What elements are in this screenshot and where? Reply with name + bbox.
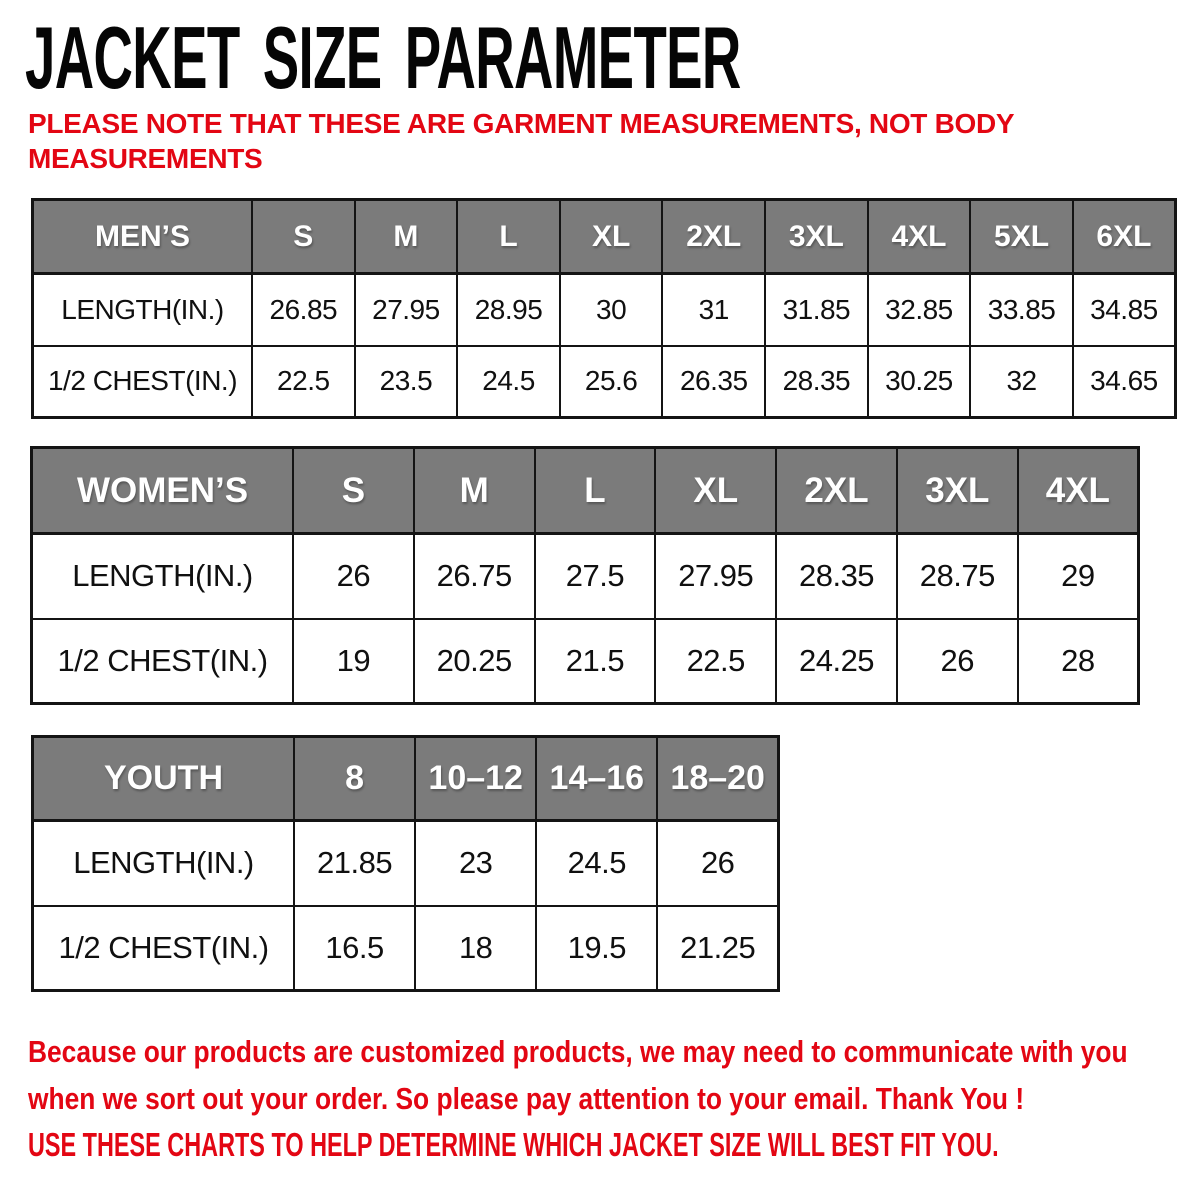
size-header-cell: M: [355, 200, 458, 274]
size-header-cell: 4XL: [1018, 448, 1139, 534]
size-header-cell: XL: [655, 448, 776, 534]
size-header-row: [33, 737, 779, 821]
measure-value-cell: 29: [1018, 534, 1139, 619]
measure-value-cell: 24.25: [776, 619, 897, 704]
measure-label-cell: LENGTH(IN.): [33, 821, 295, 906]
measure-value-cell: 22.5: [252, 346, 355, 418]
measure-value-cell: 23: [415, 821, 536, 906]
measure-value-cell: 16.5: [294, 906, 415, 991]
page-title: JACKET SIZE PARAMETER: [25, 8, 741, 107]
measure-label-cell: 1/2 CHEST(IN.): [32, 619, 294, 704]
custom-order-notice: [28, 1028, 1200, 1122]
measure-value-cell: 26: [293, 534, 414, 619]
size-header-cell: 6XL: [1073, 200, 1176, 274]
size-header-cell: 4XL: [868, 200, 971, 274]
measure-value-cell: 24.5: [536, 821, 657, 906]
womens-size-table: [30, 446, 1140, 705]
measure-value-cell: 23.5: [355, 346, 458, 418]
size-header-cell: M: [414, 448, 535, 534]
measure-value-cell: 30: [560, 274, 663, 346]
size-header-cell: 2XL: [662, 200, 765, 274]
measure-value-cell: 24.5: [457, 346, 560, 418]
table-row: [33, 274, 1176, 346]
table-group-label: WOMEN’S: [32, 448, 294, 534]
measure-value-cell: 21.5: [535, 619, 656, 704]
measure-value-cell: 22.5: [655, 619, 776, 704]
garment-measurement-note-line: MEASUREMENTS: [28, 143, 263, 174]
measure-value-cell: 31: [662, 274, 765, 346]
size-header-cell: 14–16: [536, 737, 657, 821]
youth-size-table: [31, 735, 780, 992]
measure-label-cell: LENGTH(IN.): [33, 274, 253, 346]
measure-value-cell: 26.35: [662, 346, 765, 418]
table-group-label: MEN’S: [33, 200, 253, 274]
measure-label-cell: LENGTH(IN.): [32, 534, 294, 619]
measure-value-cell: 32: [970, 346, 1073, 418]
size-header-cell: 5XL: [970, 200, 1073, 274]
measure-value-cell: 25.6: [560, 346, 663, 418]
measure-value-cell: 30.25: [868, 346, 971, 418]
fit-advice-text: USE THESE CHARTS TO HELP DETERMINE WHICH JACKET SIZE WILL BEST FIT YOU.: [28, 1126, 999, 1163]
size-header-cell: 3XL: [897, 448, 1018, 534]
size-header-cell: 3XL: [765, 200, 868, 274]
table-row: [32, 534, 1139, 619]
measure-value-cell: 27.95: [655, 534, 776, 619]
size-header-cell: S: [293, 448, 414, 534]
size-header-cell: L: [457, 200, 560, 274]
measure-value-cell: 28.35: [765, 346, 868, 418]
size-header-cell: 8: [294, 737, 415, 821]
measure-value-cell: 33.85: [970, 274, 1073, 346]
garment-measurement-note-line: PLEASE NOTE THAT THESE ARE GARMENT MEASUREMENTS, NOT BODY: [28, 108, 1015, 139]
table-row: [32, 619, 1139, 704]
measure-value-cell: 21.25: [657, 906, 778, 991]
measure-value-cell: 28.75: [897, 534, 1018, 619]
measure-value-cell: 34.65: [1073, 346, 1176, 418]
measure-value-cell: 26: [897, 619, 1018, 704]
measure-value-cell: 18: [415, 906, 536, 991]
measure-value-cell: 19: [293, 619, 414, 704]
table-group-label: YOUTH: [33, 737, 295, 821]
garment-measurement-note: [28, 106, 1014, 176]
measure-value-cell: 19.5: [536, 906, 657, 991]
size-header-row: [32, 448, 1139, 534]
measure-value-cell: 34.85: [1073, 274, 1176, 346]
custom-order-notice-line: when we sort out your order. So please pay attention to your email. Thank You !: [28, 1081, 1025, 1116]
size-header-row: [33, 200, 1176, 274]
measure-value-cell: 26.85: [252, 274, 355, 346]
size-header-cell: 10–12: [415, 737, 536, 821]
measure-value-cell: 27.95: [355, 274, 458, 346]
table-row: [33, 906, 779, 991]
measure-value-cell: 28: [1018, 619, 1139, 704]
custom-order-notice-line: Because our products are customized products, we may need to communicate with you: [28, 1034, 1128, 1069]
measure-value-cell: 20.25: [414, 619, 535, 704]
measure-value-cell: 28.35: [776, 534, 897, 619]
measure-value-cell: 32.85: [868, 274, 971, 346]
measure-label-cell: 1/2 CHEST(IN.): [33, 346, 253, 418]
size-header-cell: XL: [560, 200, 663, 274]
measure-value-cell: 27.5: [535, 534, 656, 619]
measure-value-cell: 26: [657, 821, 778, 906]
measure-label-cell: 1/2 CHEST(IN.): [33, 906, 295, 991]
table-row: [33, 821, 779, 906]
mens-size-table: [31, 198, 1177, 419]
size-header-cell: S: [252, 200, 355, 274]
measure-value-cell: 28.95: [457, 274, 560, 346]
table-row: [33, 346, 1176, 418]
measure-value-cell: 21.85: [294, 821, 415, 906]
size-header-cell: 18–20: [657, 737, 778, 821]
size-header-cell: L: [535, 448, 656, 534]
size-header-cell: 2XL: [776, 448, 897, 534]
measure-value-cell: 31.85: [765, 274, 868, 346]
measure-value-cell: 26.75: [414, 534, 535, 619]
